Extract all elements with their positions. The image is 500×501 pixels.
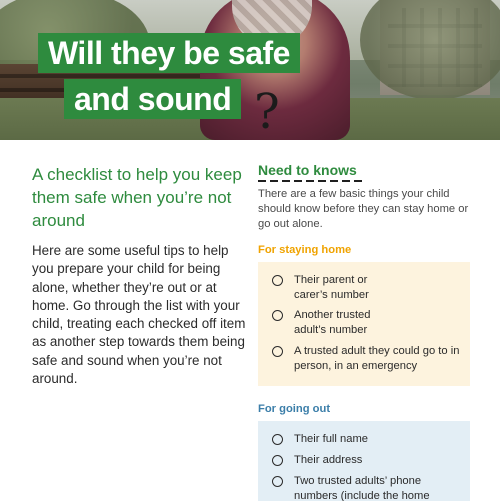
title-line-1: Will they be safe — [38, 33, 300, 73]
checklist-item[interactable] — [272, 432, 466, 447]
checklist-item[interactable] — [272, 474, 466, 501]
checklist-item-label: Their full name — [294, 433, 368, 445]
need-to-knows-heading: Need to knows — [258, 162, 357, 178]
checkbox-circle-icon[interactable] — [272, 346, 283, 357]
need-to-knows-body: There are a few basic things your child should know before they can stay home or go out alone. — [258, 188, 469, 230]
checkbox-circle-icon[interactable] — [272, 434, 283, 445]
staying-home-label: For staying home — [258, 244, 352, 256]
checklist-subheading: A checklist to help you keep them safe when you’re not around — [32, 165, 242, 230]
checkbox-circle-icon[interactable] — [272, 310, 283, 321]
heading-dashed-underline — [258, 180, 366, 182]
question-mark-glyph: ? — [254, 84, 280, 140]
checklist-item[interactable] — [272, 344, 466, 373]
checklist-item-label: Two trusted adults’ phone numbers (include the home — [294, 475, 430, 501]
going-out-label: For going out — [258, 403, 331, 415]
title-line-2: and sound — [64, 79, 241, 119]
checkbox-circle-icon[interactable] — [272, 455, 283, 466]
going-out-checklist — [258, 421, 470, 501]
checklist-item-label: A trusted adult they could go to in person, in an emergency — [294, 345, 460, 372]
staying-home-checklist — [258, 262, 470, 386]
checklist-item[interactable] — [272, 273, 466, 302]
checklist-item[interactable] — [272, 308, 466, 337]
checklist-item-label: Another trusted adult’s number — [294, 309, 371, 336]
intro-paragraph: Here are some useful tips to help you prepare your child for being alone, whether they’re out or at home. Go through the list with your child, treating each checked off item as another step towards them being safe and sound when you’re not around. — [32, 243, 246, 387]
checkbox-circle-icon[interactable] — [272, 275, 283, 286]
checklist-item[interactable] — [272, 453, 466, 468]
checklist-item-label: Their parent or carer’s number — [294, 274, 369, 301]
checkbox-circle-icon[interactable] — [272, 476, 283, 487]
checklist-item-label: Their address — [294, 454, 363, 466]
